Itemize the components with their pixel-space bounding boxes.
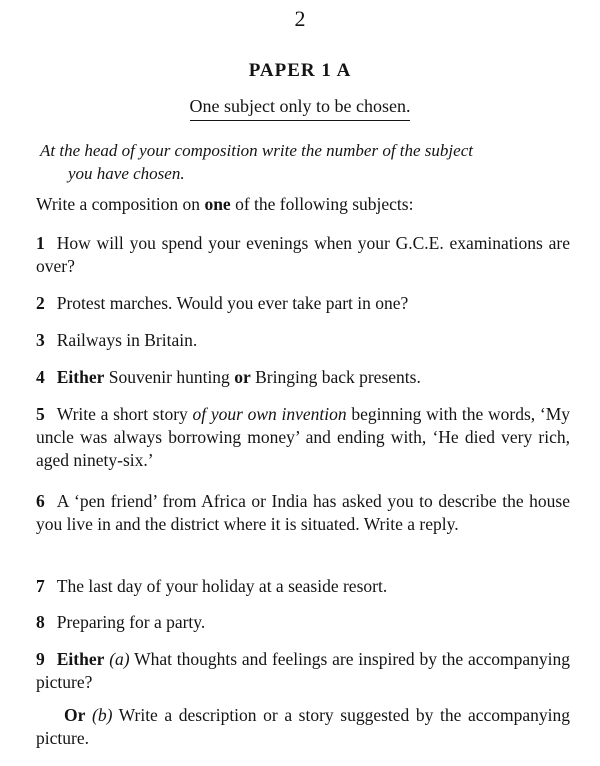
subject-6 [36,490,570,536]
subject-number: 7 [36,576,45,596]
subject-text: Railways in Britain. [56,330,198,350]
subject-9-option-b [36,704,570,750]
instruction [40,139,575,185]
lead-sentence [36,194,413,215]
instruction-line-1: At the head of your composition write the number of the subject [40,141,473,160]
lead-end: of the following subjects: [230,194,414,214]
subject-text-pre: Write a short story [56,404,193,424]
subject-number: 8 [36,612,45,632]
page-number: 2 [294,6,306,31]
option-a-text: Souvenir hunting [104,367,235,387]
either-label: Either [56,367,105,387]
lead-text: Write a composition on [36,194,205,214]
either-label: Either [56,649,105,669]
paper-title: PAPER 1 A [248,60,352,81]
subject-4 [36,366,570,389]
subject-5 [36,403,570,472]
subject-3 [36,329,570,352]
or-label: Or [64,705,86,725]
subject-9 [36,648,570,694]
subject-number: 1 [36,233,45,253]
subject-text-post: beginning with the words, ‘My uncle was always borrowing money’ and ending with, ‘He died very rich, aged ninety-six.’ [36,404,571,470]
option-b-text: Bringing back presents. [250,367,421,387]
subject-text: Preparing for a party. [56,612,206,632]
subject-number: 5 [36,404,45,424]
subject-text-italic: of your own invention [192,404,347,424]
subject-number: 2 [36,293,45,313]
option-b-label: (b) [92,705,113,725]
subject-text: A ‘pen friend’ from Africa or India has asked you to describe the house you live in and the district where it is situated. Write a reply. [36,491,570,534]
option-a-text: What thoughts and feelings are inspired by the accompanying picture? [36,649,571,692]
subject-7 [36,575,570,598]
or-label: or [234,367,251,387]
subtitle-text: One subject only to be chosen. [190,96,411,121]
subject-1 [36,232,570,278]
subject-8 [36,611,570,634]
subject-number: 4 [36,367,45,387]
lead-bold: one [204,194,231,214]
instruction-line-2: you have chosen. [68,164,185,183]
subject-text: Protest marches. Would you ever take part in one? [56,293,409,313]
subtitle [0,96,600,121]
subject-number: 6 [36,491,45,511]
subject-2 [36,292,570,315]
option-a-label: (a) [109,649,130,669]
subject-text: The last day of your holiday at a seaside resort. [56,576,388,596]
subject-number: 9 [36,649,45,669]
option-b-text: Write a description or a story suggested by the accompanying picture. [36,705,571,748]
subject-number: 3 [36,330,45,350]
subject-text: How will you spend your evenings when your G.C.E. examinations are over? [36,233,570,276]
